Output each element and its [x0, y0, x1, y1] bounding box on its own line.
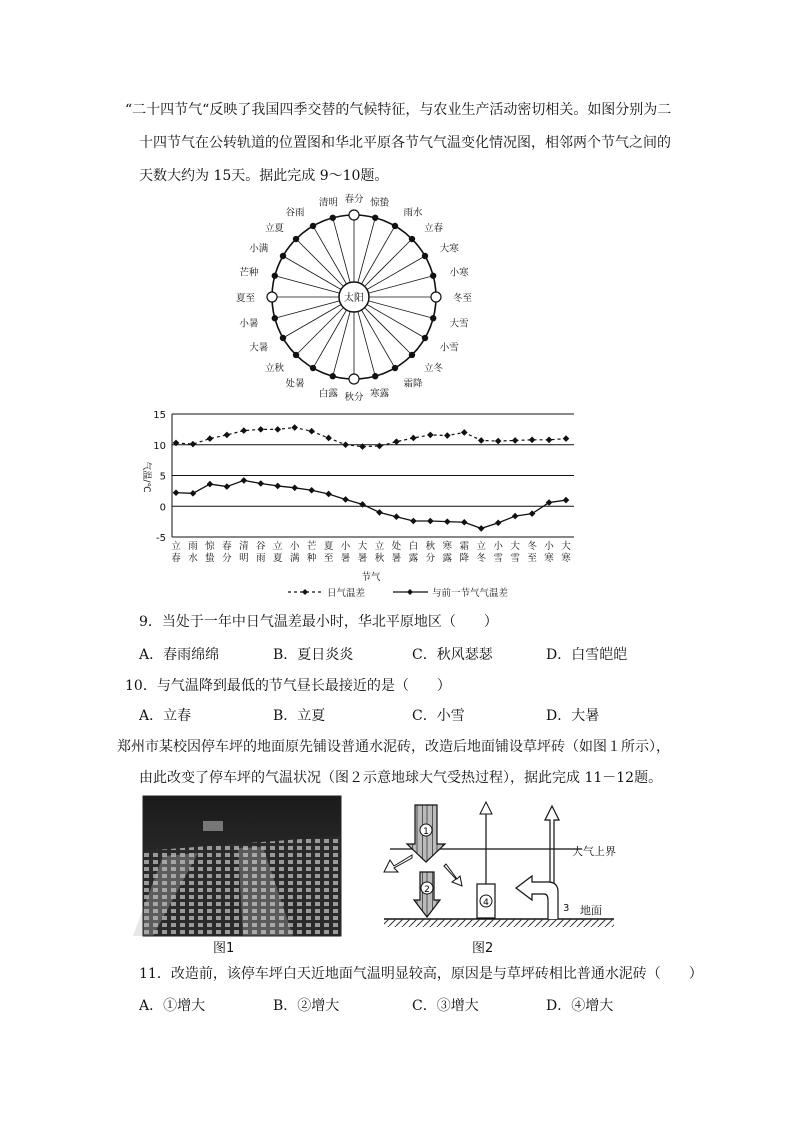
orbit-term-label: 霜降	[403, 378, 423, 390]
q10-option-a[interactable]: A．立春	[139, 708, 192, 724]
series-point	[410, 435, 417, 442]
orbit-term-dot	[349, 210, 359, 220]
series-point	[478, 525, 485, 532]
x-tick-label: 小寒	[544, 541, 554, 564]
series-point	[495, 438, 502, 445]
series-point	[257, 480, 264, 487]
orbit-term-label: 谷雨	[285, 207, 305, 219]
x-tick-label: 雨水	[188, 541, 198, 564]
grass-paver-photo	[143, 796, 341, 936]
orbit-term-label: 立夏	[264, 222, 284, 234]
temperature-chart	[138, 405, 588, 605]
orbit-term-label: 冬至	[453, 293, 473, 304]
series-point	[427, 518, 434, 525]
series-point	[274, 483, 281, 490]
series-point	[461, 429, 468, 436]
series-point	[512, 513, 519, 520]
orbit-term-label: 小暑	[239, 318, 259, 330]
atmosphere-heating-diagram	[382, 800, 642, 940]
y-tick-label: 5	[159, 471, 166, 483]
orbit-term-dot	[267, 292, 277, 302]
x-tick-label: 小满	[289, 541, 300, 564]
series-point	[529, 437, 536, 444]
x-tick-label: 大雪	[510, 541, 520, 564]
orbit-term-dot	[373, 215, 378, 220]
orbit-term-dot	[272, 273, 277, 278]
intro-line-2: 十四节气在公转轨道的位置图和华北平原各节气气温变化情况图，相邻两个节气之间的	[139, 135, 671, 151]
orbit-term-dot	[431, 292, 441, 302]
legend-label-1: 日气温差	[327, 588, 366, 599]
orbit-term-dot	[373, 374, 378, 379]
series-point	[308, 487, 315, 494]
orbit-term-dot	[431, 316, 436, 321]
series-point	[410, 518, 417, 525]
orbit-term-label: 小雪	[439, 342, 459, 354]
x-tick-label: 寒露	[442, 541, 453, 564]
q11-stem: 11．改造前，该停车坪白天近地面气温明显较高，原因是与草坪砖相比普通水泥砖（ ）	[139, 966, 703, 982]
series-point	[393, 438, 400, 445]
orbit-term-label: 小满	[249, 243, 269, 255]
legend-marker-1	[302, 589, 308, 595]
x-tick-label: 霜降	[459, 541, 470, 564]
series-point	[241, 477, 248, 484]
x-tick-label: 立春	[171, 541, 181, 564]
orbit-term-label: 寒露	[370, 388, 390, 400]
orbit-term-label: 惊蛰	[370, 197, 390, 209]
ground-label: 地面	[580, 904, 602, 917]
q11-option-c[interactable]: C．③增大	[412, 998, 479, 1014]
atmosphere-top-label: 大气上界	[572, 845, 616, 858]
orbit-term-dot	[280, 335, 285, 340]
series-point	[224, 483, 231, 490]
q9-stem: 9．当处于一年中日气温差最小时，华北平原地区（ ）	[139, 614, 498, 630]
intro2-line-2: 由此改变了停车坪的气温状况（图２示意地球大气受热过程），据此完成 11－12题。	[139, 770, 663, 786]
y-tick-label: 0	[159, 502, 166, 514]
series-point	[291, 424, 298, 431]
orbit-term-dot	[392, 365, 397, 370]
q9-option-a[interactable]: A．春雨绵绵	[139, 647, 220, 663]
series-point	[342, 496, 349, 503]
series-point	[173, 489, 180, 496]
orbit-term-dot	[330, 215, 335, 220]
orbit-term-dot	[310, 365, 315, 370]
series-point	[325, 491, 332, 498]
orbit-term-dot	[330, 374, 335, 379]
series-point	[512, 437, 519, 444]
orbit-term-label: 清明	[318, 197, 338, 209]
series-point	[376, 443, 383, 450]
x-tick-label: 立夏	[272, 541, 283, 564]
fig1-caption: 图1	[213, 941, 235, 956]
series-line-2	[176, 480, 566, 528]
y-tick-label: 15	[153, 410, 166, 421]
x-tick-label: 大寒	[561, 541, 571, 564]
series-point	[308, 428, 315, 435]
orbit-term-label: 夏至	[235, 293, 255, 304]
q10-option-c[interactable]: C．小雪	[412, 708, 465, 724]
x-tick-label: 清明	[239, 541, 249, 564]
legend-label-2: 与前一节气气温差	[432, 588, 509, 599]
series-point	[274, 426, 281, 433]
series-point	[393, 513, 400, 520]
series-point	[224, 432, 231, 439]
series-point	[546, 437, 553, 444]
orbit-term-label: 芒种	[239, 267, 259, 279]
q11-option-b[interactable]: B．②增大	[273, 998, 340, 1014]
x-tick-label: 小雪	[493, 541, 503, 564]
orbit-term-dot	[280, 253, 285, 258]
series-point	[291, 485, 298, 492]
q9-option-b[interactable]: B．夏日炎炎	[273, 647, 354, 663]
arrow-4-label: 4	[483, 898, 489, 908]
x-tick-label: 立秋	[374, 541, 385, 564]
series-point	[563, 497, 570, 504]
orbit-term-label: 白露	[318, 388, 338, 400]
q11-option-a[interactable]: A．①增大	[139, 998, 206, 1014]
x-tick-label: 春分	[222, 541, 232, 564]
intro2-line-1: 郑州市某校因停车坪的地面原先铺设普通水泥砖，改造后地面铺设草坪砖（如图１所示），	[117, 739, 670, 755]
series-point	[461, 519, 468, 526]
fig2-caption: 图2	[472, 941, 494, 956]
arrow-2-label: 2	[424, 885, 430, 895]
x-tick-label: 大暑	[357, 541, 368, 564]
q10-stem: 10．与气温降到最低的节气昼长最接近的是（ ）	[125, 678, 451, 694]
intro-line-1: “二十四节气“反映了我国四季交替的气候特征，与农业生产活动密切相关。如图分别为二	[125, 102, 672, 118]
legend-marker-2	[407, 589, 413, 595]
orbit-term-label: 春分	[344, 194, 364, 205]
x-tick-label: 冬至	[527, 541, 537, 564]
series-point	[190, 490, 197, 497]
sun-label: 太阳	[344, 293, 364, 304]
series-point	[444, 518, 451, 525]
x-tick-label: 立冬	[476, 541, 486, 564]
x-tick-label: 芒种	[306, 541, 317, 564]
series-point	[207, 481, 214, 488]
orbit-term-dot	[431, 273, 436, 278]
q10-option-d[interactable]: D．大暑	[546, 708, 600, 724]
x-tick-label: 惊蛰	[205, 541, 215, 564]
orbit-term-dot	[272, 316, 277, 321]
x-tick-label: 处暑	[391, 541, 402, 564]
series-line-1	[176, 428, 566, 447]
x-tick-label: 白露	[408, 541, 419, 564]
orbit-term-label: 处暑	[285, 378, 305, 390]
series-point	[257, 426, 264, 433]
orbit-term-label: 大暑	[249, 342, 269, 354]
q9-option-d[interactable]: D．白雪皑皑	[546, 647, 628, 663]
series-point	[376, 509, 383, 516]
orbit-term-label: 大雪	[449, 318, 469, 330]
series-point	[546, 499, 553, 506]
arrow-3-label: 3	[563, 903, 570, 914]
q11-option-d[interactable]: D．④增大	[546, 998, 614, 1014]
orbit-term-label: 雨水	[403, 207, 423, 219]
series-point	[190, 441, 197, 448]
y-tick-label: 10	[153, 440, 166, 452]
series-point	[495, 520, 502, 527]
q9-option-c[interactable]: C．秋风瑟瑟	[412, 647, 493, 663]
arrow-1-label: 1	[423, 827, 429, 837]
x-tick-label: 谷雨	[256, 541, 266, 564]
intro-line-3: 天数大约为 15天。据此完成 9～10题。	[139, 168, 389, 184]
orbit-term-label: 立春	[424, 222, 444, 234]
series-point	[444, 432, 451, 439]
x-tick-label: 秋分	[425, 541, 436, 564]
x-axis-label: 节气	[361, 572, 381, 583]
orbit-term-dot	[422, 253, 427, 258]
orbit-term-dot	[293, 352, 298, 357]
series-point	[342, 441, 349, 448]
series-point	[207, 435, 214, 442]
series-point	[325, 435, 332, 442]
orbit-term-dot	[409, 236, 414, 241]
y-axis-label: 气温/℃	[141, 461, 151, 493]
orbit-term-dot	[422, 335, 427, 340]
orbit-term-label: 立冬	[424, 363, 444, 375]
x-tick-label: 夏至	[323, 541, 334, 564]
orbit-term-dot	[392, 223, 397, 228]
orbit-term-label: 大寒	[439, 243, 459, 255]
q10-option-b[interactable]: B．立夏	[273, 708, 326, 724]
orbit-term-dot	[409, 352, 414, 357]
orbit-term-dot	[310, 223, 315, 228]
x-tick-label: 小暑	[340, 541, 351, 564]
series-point	[427, 432, 434, 439]
orbit-term-dot	[349, 374, 359, 384]
orbit-term-dot	[293, 236, 298, 241]
orbit-term-label: 小寒	[449, 267, 469, 279]
series-point	[563, 435, 570, 442]
orbit-term-label: 秋分	[344, 392, 364, 403]
solar-term-orbit-diagram	[235, 192, 480, 404]
orbit-term-label: 立秋	[264, 363, 284, 375]
y-tick-label: -5	[156, 533, 166, 544]
series-point	[241, 427, 248, 434]
series-point	[478, 437, 485, 444]
series-point	[529, 510, 536, 517]
